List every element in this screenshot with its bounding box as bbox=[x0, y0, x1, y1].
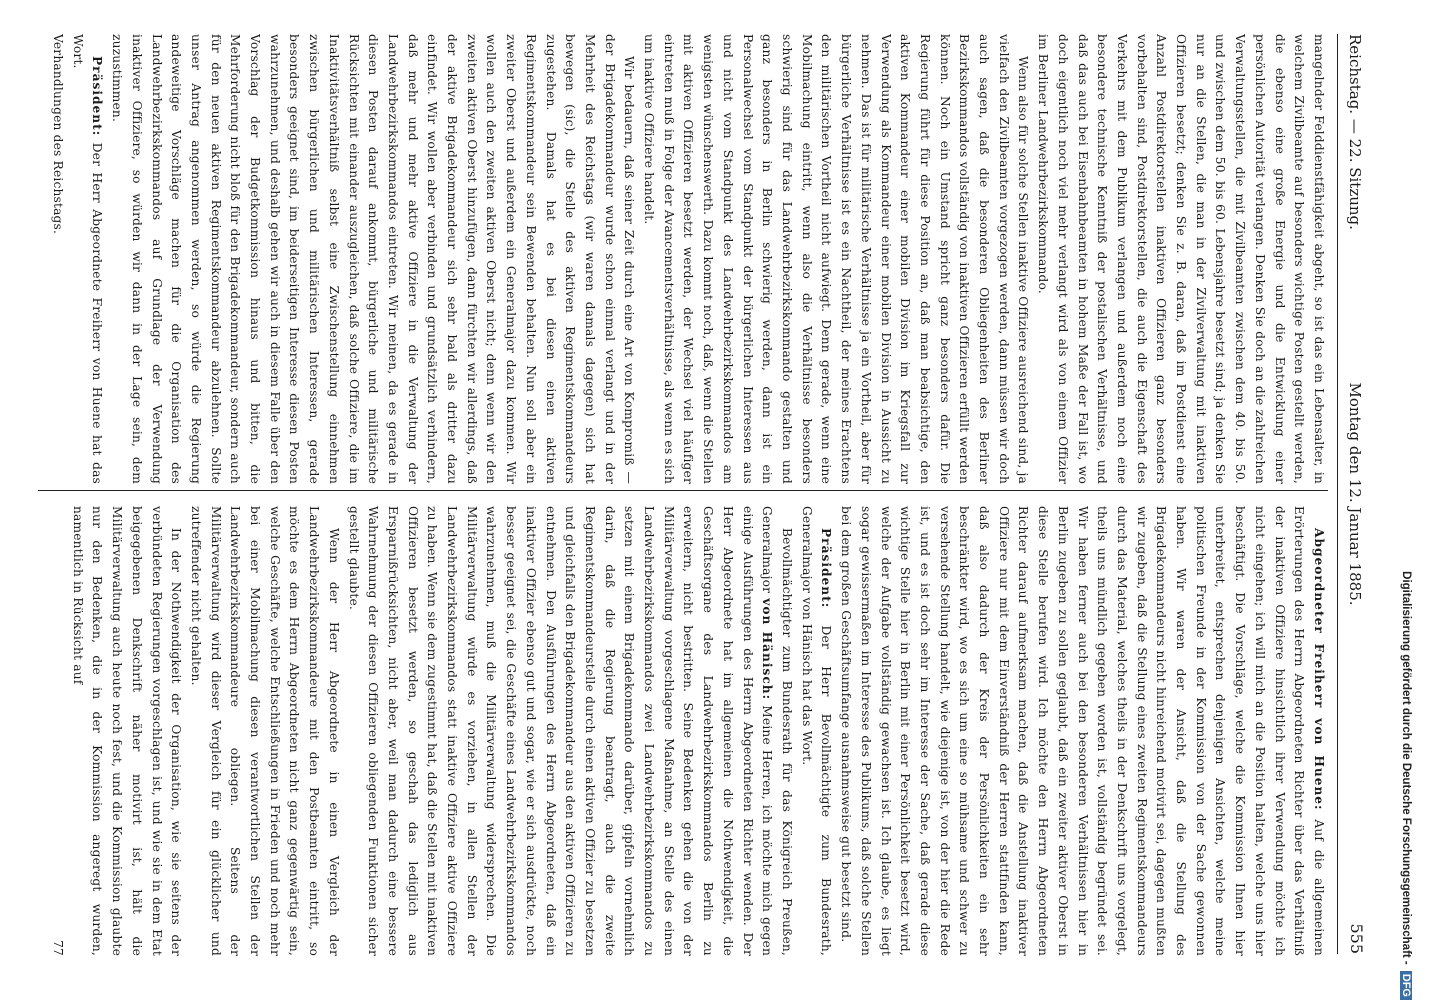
right-paragraph: Meine Herren, ich möchte mich gegen einige Ausführungen des Herrn Abgeordneten Richter wenden. Der Herr Abgeordnete hat im allgemeinen die Nothwendigkeit, die Geschäftsorgane des Landwehrbezirkskommandos Berlin zu erweitern, nicht bestritten. Seine Bedenken gehen die von der Militärverwaltung vorgeschlagene Maßnahme, an Stelle des einen Landwehrbezirkskommandos zwei Landwehrbezirkskommandos zu setzen mit einem Brigadekommando darüber, gipfeln vornehmlich darin, daß die Regierung beantragt, auch die zweite Regimentskommandeurstelle durch einen aktiven Offizier zu besetzen und gleichfalls den Brigadekommandeur aus den aktiven Offizieren zu entnehmen. Den Ausführungen des Herrn Abgeordneten, daß ein inaktiver Offizier ebenso gut und sogar, wie er sich ausdrückte, noch besser geeignet sei, die Geschäfte eines Landwehrbezirkskommandos wahrzunehmen, muß die Militärverwaltung widersprechen. Die Militärverwaltung würde es vorziehen, in allen Stellen der Landwehrbezirkskommandos statt inaktive Offiziere aktive Offiziere zu haben. Wenn sie dem zugestimmt hat, daß die Stellen mit inaktiven Offizieren besetzt werden, so geschah das lediglich aus Ersparnißrücksichten, nicht aber, weil man dadurch eine bessere Wahrnehmung der diesen Offizieren obliegenden Funktionen sicher gestellt glaubte. bbox=[346, 506, 775, 956]
page-number: 555 bbox=[1347, 923, 1366, 954]
speaker2-intro: Bevollmächtigter zum Bundesrath für das Königreich Preußen, Generalmajor bbox=[760, 506, 795, 956]
president-text: Der Herr Bevollmächtigte zum Bundesrath, Generalmajor von Hänisch hat das Wort. bbox=[799, 506, 834, 956]
left-paragraph: mangelnder Felddienstfähigkeit abgeht, so ist das ein Lebensalter, in welchem Zivilbeamte auf besonders wichtige Posten gestellt werden, die ebenso eine große Energie und die Entwicklung einer persönlichen Autorität verlangen. Denken Sie doch an die zahlreichen Verwaltungsstellen, die mit Zivilbeamten zwischen dem 40. bis 50. und zwischen dem 50. bis 60. Lebensjahre besetzt sind; ja denken Sie nur an die Stellen, die man in der Zivilverwaltung mit inaktiven Offizieren besetzt; denken Sie z. B. daran, daß im Postdienst eine Anzahl Postdirektorstellen inaktiven Offizieren ganz besonders vorbehalten sind, Postdirektorstellen, die auch die Eigenschaft des Verkehrs mit dem Publikum verlangen und außerdem noch eine besondere technische Kenntniß der postalischen Verhältnisse, und daß das auch bei Eisenbahnbeamten in hohem Maße der Fall ist, wo doch eigentlich noch viel mehr verlangt wird als von einem Offizier im Berliner Landwehrbezirkskommando. bbox=[1036, 34, 1326, 484]
speaker-prefix: Abgeordneter Freiherr von Huene: bbox=[1312, 528, 1326, 811]
president-prefix: Präsident: bbox=[819, 528, 834, 609]
digitization-footer bbox=[1396, 0, 1428, 1000]
dfg-logo: DFG bbox=[1400, 971, 1412, 1000]
speaker2-paragraph bbox=[343, 506, 796, 956]
footnote: Verhandlungen des Reichstags. bbox=[51, 34, 65, 235]
header-date: Montag den 12. Januar 1885. bbox=[1346, 382, 1364, 606]
president-line bbox=[796, 506, 835, 956]
right-paragraph: In der Nothwendigkeit der Organisation, wie sie seitens der verbündeten Regierungen vorgeschlagen ist, und wie sie in dem Etat beigegebenen Denkschrift näher motivirt ist, hält die Militärverwaltung auch heute noch fest, und die Kommission glaubte nur den Bedenken, die in der Kommission angeregt wurden, namentlich in Rücksicht auf bbox=[70, 506, 184, 956]
president-line bbox=[67, 34, 106, 484]
president-prefix: Präsident: bbox=[90, 56, 105, 137]
footer-text: Digitalisierung gefördert durch die Deutsche Forschungsgemeinschaft - bbox=[1400, 571, 1412, 965]
left-paragraph: Wir bedauern, daß seiner Zeit durch eine Art von Kompromiß — der Brigadekommandeur wurde schon einmal verlangt und in der Mehrheit des Reichstags (wir waren damals dagegen) sich hat bewegen (sic), die Stelle des aktiven Regimentskommandeurs zugestehen. Damals hat es bei diesen einen aktiven Regimentskommandeur sein Bewenden behalten. Nun soll aber ein zweiter Oberst und außerdem ein Generalmajor dazu kommen. Wir wollen auch den zweiten aktiven Oberst nicht; denn wenn wir den zweiten aktiven Oberst hinzufügen, dann fürchten wir allerdings, daß der aktive Brigadekommandeur sich sehr bald als dritter dazu einfindet. Wir wollen aber verbinden und grundsätzlich verhindern, daß mehr und mehr aktive Offiziere in die Verwaltung der Landwehrbezirkskommandos eintreten. Wir meinen, da es gerade in diesen Posten darauf ankommt, bürgerliche und militärische Rücksichten mit einander auszugleichen, daß solche Offiziere, die im Inaktivitätsverhältniß selbst eine Zwischenstellung einnehmen zwischen bürgerlichen und militärischen Interessen, gerade besonders geeignet sind, im beiderseitigen Interesse diesen Posten wahrzunehmen, und deshalb gehen wir auch in diesem Falle über den Vorschlag der Budgetkommission hinaus und bitten, die Mehrforderung nicht bloß für den Brigadekommandeur, sondern auch für den neuen aktiven Regimentskommandeur abzulehnen. Sollte unser Antrag angenommen werden, so würde die Regierung andeweitige Vorschläge machen für die Organisation des Landwehrbezirkskommandos auf Grundlage der Verwendung inaktiver Offiziere, so würden wir dann in der Lage sein, dem zuzustimmen. bbox=[110, 34, 637, 484]
right-paragraph: Auf die allgemeinen Erörterungen des Herrn Abgeordneten Richter über das Verhältniß der inaktiven Offiziere hinsichtlich ihrer Verwendung möchte ich nicht eingehen; ich will mich an die Position halten, welche uns hier beschäftigt. Die Vorschläge, welche die Kommission Ihnen hier unterbreitet, entsprechen denjenigen Ansichten, welche meine politischen Freunde in der Kommission von der Sache gewonnen haben. Wir waren der Ansicht, daß die Stellung des Brigadekommandeurs nicht hinreichend motivirt sei, dagegen mußten wir zugeben, daß die Stellung eines zweiten Regimentskommandeurs durch das Material, welches theils in der Denkschrift uns vorgelegt, theils uns mündlich gegeben worden ist, vollständig begründet sei. Wir haben ferner auch bei den besonderen Verhältnissen hier in Berlin zugeben zu sollen geglaubt, daß ein zweiter aktiver Oberst in diese Stelle berufen wird. Ich möchte den Herrn Abgeordneten Richter darauf aufmerksam machen, daß die Anstellung inaktiver Offiziere nur mit dem Einverständniß der Herren stattfinden kann, daß also dadurch der Kreis der Persönlichkeiten ein sehr beschränkter wird, wo es sich um eine so mühsame und schwer zu versehende Stellung handelt, wie diejenige ist, von der hier die Rede ist, und es ist doch sehr im Interesse der Sache, daß gerade diese wichtige Stelle hier in Berlin mit einer Persönlichkeit besetzt wird, welche der Aufgabe vollständig gewachsen ist. Ich glaube, es liegt sogar gewissermaßen im Interesse des Publikums, daß solche Stellen bei dem großen Geschäftsumfange ausnahmsweise gut besetzt sind. bbox=[839, 506, 1326, 956]
left-paragraph: Wenn also für solche Stellen inaktive Offiziere ausreichend sind, ja vielfach den Zivilbeamten vorgezogen werden, dann müssen wir doch auch sagen, daß die besonderen Obliegenheiten des Berliner Bezirkskommandos vollständig von inaktiven Offizieren erfüllt werden können. Noch ein Umstand spricht ganz besonders dafür. Die Regierung führt für diese Position an, daß man beabsichtige, den aktiven Kommandeur einer mobilen Division im Kriegsfall zur Verwendung als Kommandeur einer mobilen Division in Aussicht zu nehmen. Das ist für militärische Verhältnisse ja ein Vortheil, aber für bürgerliche Verhältnisse ist es ein Nachtheil, der meines Erachtens den militärischen Vortheil nicht aufwiegt. Denn gerade, wenn eine Mobilmachung eintritt, wenn also die Verhältnisse besonders schwierig sind für das Landwehrbezirkskommando gestalten und ganz besonders in Berlin schwierig werden, dann ist ein Personalwechsel vom Standpunkt der bürgerlichen Interessen aus und nicht vom Standpunkt des Landwehrbezirkskommandos am wenigsten wünschenswerth. Dazu kommt noch, daß, wenn die Stellen mit aktiven Offizieren besetzt werden, der Wechsel viel häufiger eintreten muß in Folge der Avancementsverhältnisse, als wenn es sich um inaktive Offiziere handelt. bbox=[642, 34, 1031, 484]
header-left: Reichstag. — 22. Sitzung. bbox=[1346, 34, 1364, 230]
right-paragraph: Wenn der Herr Abgeordnete in einen Vergleich der Landwehrbezirkskommandeure mit den Postbeamten eintritt, so möchte es dem Herrn Abgeordneten nicht ganz gegenwärtig sein, welche Geschäfte, welche Entschließungen in Frieden und noch mehr bei einer Mobilmachung diesen verantwortlichen Stellen der Landwehrbezirkskommandeure obliegen. Seitens der Militärverwaltung wird dieser Vergleich für ein glücklicher und zutreffender nicht gehalten. bbox=[188, 506, 341, 956]
right-column bbox=[38, 506, 1328, 956]
speaker2-name: von Hänisch: bbox=[760, 598, 775, 701]
column-divider bbox=[38, 490, 1328, 491]
page-header bbox=[1337, 34, 1372, 954]
catchword: 77 bbox=[51, 940, 65, 956]
left-column bbox=[38, 34, 1328, 484]
president-text: Der Herr Abgeordnete Freiherr von Huene hat das Wort. bbox=[70, 34, 105, 484]
speaker-paragraph bbox=[835, 506, 1328, 956]
